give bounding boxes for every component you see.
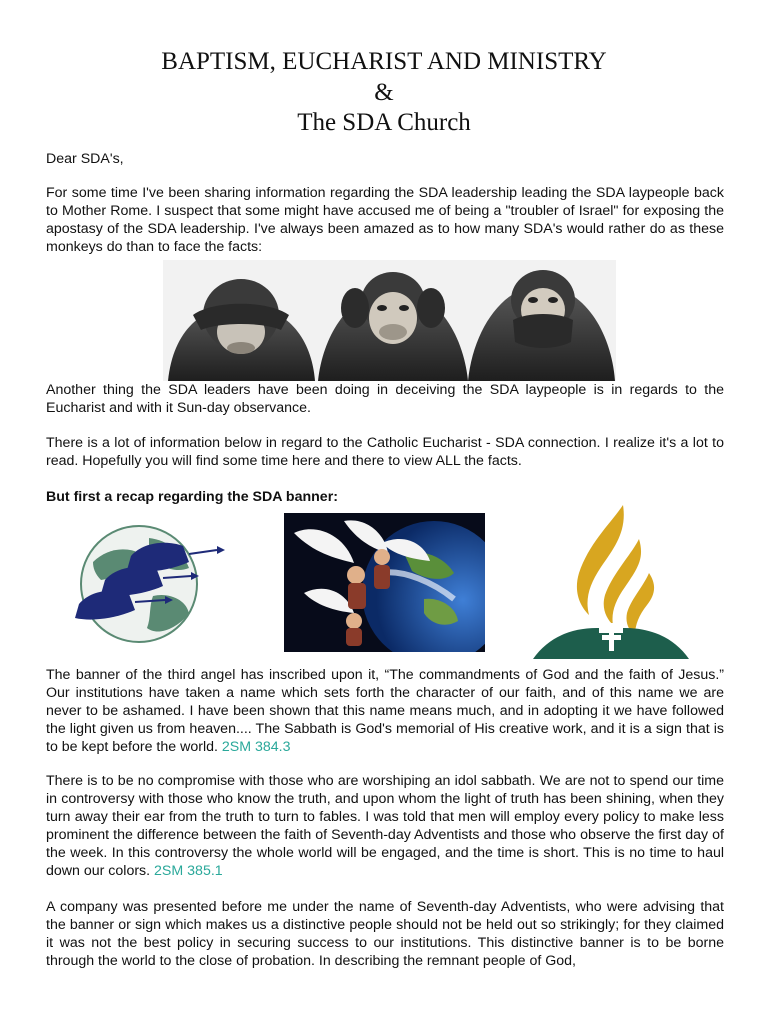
sda-logo-image xyxy=(531,503,691,659)
reference-link-2sm-385[interactable]: 2SM 385.1 xyxy=(154,863,223,879)
three-angels-globe-image xyxy=(57,518,229,648)
three-monkeys-image xyxy=(163,260,616,381)
paragraph-information: There is a lot of information below in regard to the Catholic Eucharist - SDA connection. I realize it's a lot to read. Hopefully you will find some time here and there to view ALL the facts. xyxy=(46,435,724,469)
reference-link-2sm-384[interactable]: 2SM 384.3 xyxy=(221,739,291,755)
title-line-2: & xyxy=(374,79,394,106)
title-line-3: The SDA Church xyxy=(297,109,471,136)
title-line-1: BAPTISM, EUCHARIST AND MINISTRY xyxy=(161,48,607,75)
salutation: Dear SDA's, xyxy=(46,151,124,167)
paragraph-compromise xyxy=(46,772,724,880)
angels-over-earth-image xyxy=(284,513,485,652)
paragraph-eucharist: Another thing the SDA leaders have been doing in deceiving the SDA laypeople is in regards to the Eucharist and with it Sun-day observance. xyxy=(46,382,724,416)
paragraph-banner-text: The banner of the third angel has inscribed upon it, “The commandments of God and the faith of Jesus.” Our institutions have taken a name which sets forth the character of our faith, and of this name we are never to be ashamed. I have been shown that this name means much, and in adopting it we have followed the light given us from heaven.... The Sabbath is God's memorial of His creative work, and it is a sign that is to be kept before the world. xyxy=(46,667,724,755)
recap-heading: But first a recap regarding the SDA banner: xyxy=(46,489,338,505)
paragraph-banner xyxy=(46,666,724,756)
paragraph-compromise-text: There is to be no compromise with those who are worshiping an idol sabbath. We are not to spend our time in controversy with those who know the truth, and upon whom the light of truth has been shining, when they turn away their ear from the truth to turn to fables. I was told that men will employ every policy to make less prominent the difference between the faith of Seventh-day Adventists and those who observe the first day of the week. In this controversy the whole world will be engaged, and the time is short. This is no time to haul down our colors. xyxy=(46,773,724,879)
paragraph-intro: For some time I've been sharing information regarding the SDA leadership leading the SDA laypeople back to Mother Rome. I suspect that some might have accused me of being a "troubler of Israel" for exposing the apostasy of the SDA leadership. I've always been amazed as to how many SDA's would rather do as these monkeys do than to face the facts: xyxy=(46,185,724,255)
paragraph-company: A company was presented before me under the name of Seventh-day Adventists, who were advising that the banner or sign which makes us a distinctive people should not be held out so strikingly; for they claimed it was not the best policy in securing success to our institutions. This distinctive banner is to be borne through the world to the close of probation. In describing the remnant people of God, xyxy=(46,899,724,969)
flame-icon xyxy=(577,505,654,635)
